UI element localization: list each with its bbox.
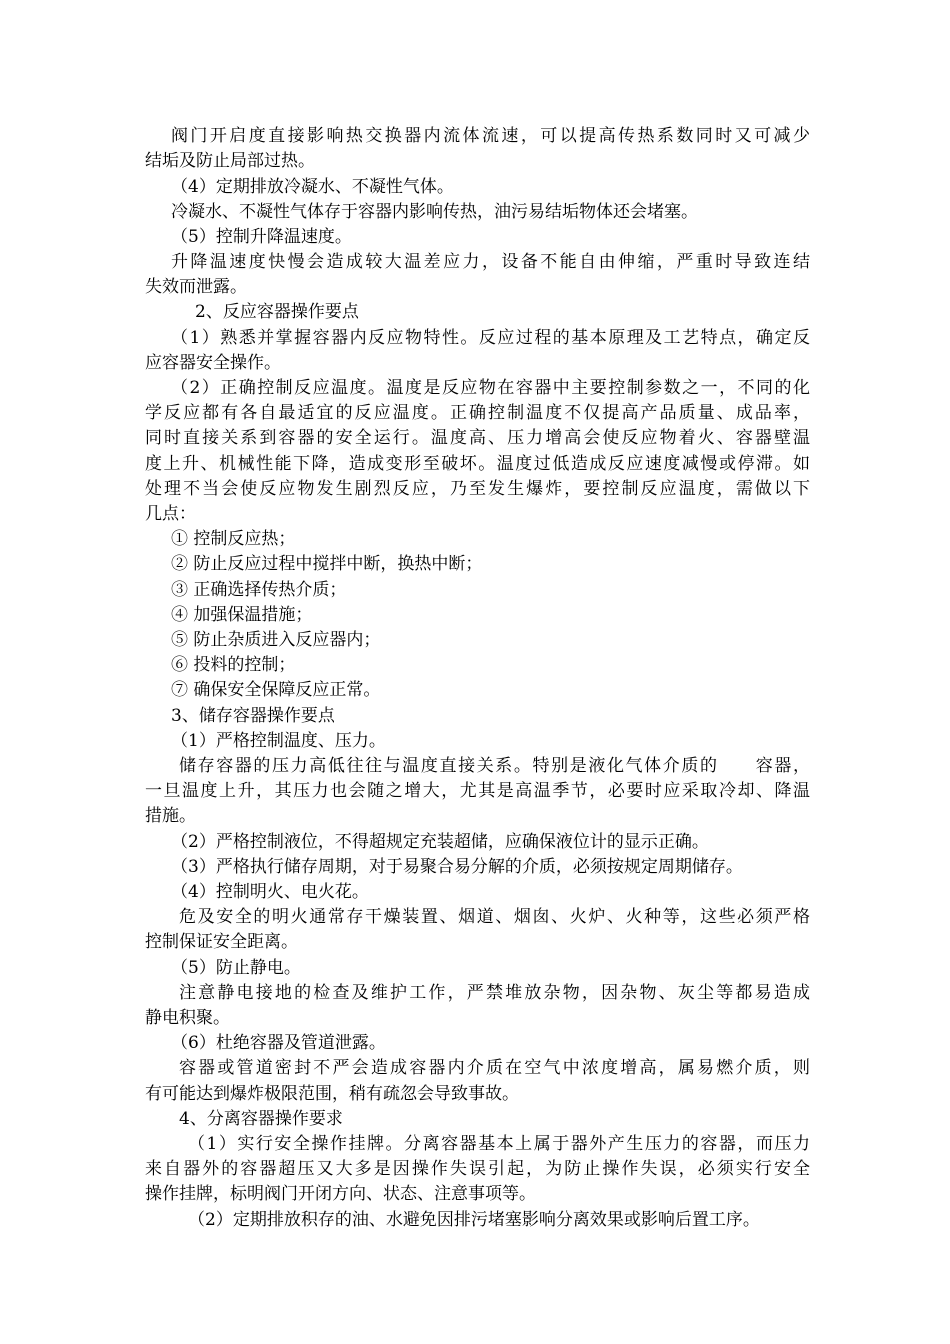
list-item: ⑦ 确保安全保障反应正常。 bbox=[171, 680, 381, 700]
text-line: 措施。 bbox=[145, 806, 196, 826]
text-line: 同时直接关系到容器的安全运行。温度高、压力增高会使反应物着火、容器壁温 bbox=[145, 428, 810, 448]
list-item: ④ 加强保温措施； bbox=[171, 605, 313, 625]
text-line: 冷凝水、不凝性气体存于容器内影响传热，油污易结垢物体还会堵塞。 bbox=[171, 202, 698, 222]
text-line: （5）防止静电。 bbox=[171, 958, 301, 978]
text-line: 学反应都有各自最适宜的反应温度。正确控制温度不仅提高产品质量、成品率， bbox=[145, 403, 810, 423]
text-line: 危及安全的明火通常存干燥装置、烟道、烟囱、火炉、火种等，这些必须严格 bbox=[179, 907, 810, 927]
text-line: 度上升、机械性能下降，造成变形至破坏。温度过低造成反应速度减慢或停滞。如 bbox=[145, 454, 810, 474]
text-line: 来自器外的容器超压又大多是因操作失误引起，为防止操作失误，必须实行安全 bbox=[145, 1159, 810, 1179]
list-item: ② 防止反应过程中搅拌中断，换热中断； bbox=[171, 554, 483, 574]
text-line: 静电积聚。 bbox=[145, 1008, 230, 1028]
text-line: 阀门开启度直接影响热交换器内流体流速，可以提高传热系数同时又可减少 bbox=[171, 126, 810, 146]
text-line: 操作挂牌，标明阀门开闭方向、状态、注意事项等。 bbox=[145, 1184, 536, 1204]
section-heading: 4、分离容器操作要求 bbox=[179, 1109, 343, 1129]
section-heading: 2、反应容器操作要点 bbox=[195, 302, 359, 322]
text-line: （2）严格控制液位，不得超规定充装超储，应确保液位计的显示正确。 bbox=[171, 832, 709, 852]
text-line: 升降温速度快慢会造成较大温差应力，设备不能自由伸缩，严重时导致连结 bbox=[171, 252, 810, 272]
text-line: （1）实行安全操作挂牌。分离容器基本上属于器外产生压力的容器，而压力 bbox=[188, 1134, 810, 1154]
text-line: （4）控制明火、电火花。 bbox=[171, 882, 369, 902]
text-line: 储存容器的压力高低往往与温度直接关系。特别是液化气体介质的 容器， bbox=[179, 756, 810, 776]
text-line: 失效而泄露。 bbox=[145, 277, 247, 297]
text-line: 一旦温度上升，其压力也会随之增大，尤其是高温季节，必要时应采取冷却、降温 bbox=[145, 781, 810, 801]
text-line: 处理不当会使反应物发生剧烈反应，乃至发生爆炸，要控制反应温度，需做以下 bbox=[145, 479, 810, 499]
text-line: 应容器安全操作。 bbox=[145, 353, 281, 373]
section-heading: 3、储存容器操作要点 bbox=[171, 706, 335, 726]
text-line: （2）正确控制反应温度。温度是反应物在容器中主要控制参数之一，不同的化 bbox=[171, 378, 810, 398]
text-line: 几点： bbox=[145, 504, 196, 524]
text-line: 结垢及防止局部过热。 bbox=[145, 151, 315, 171]
text-line: （1）熟悉并掌握容器内反应物特性。反应过程的基本原理及工艺特点，确定反 bbox=[171, 328, 810, 348]
text-line: （4）定期排放冷凝水、不凝性气体。 bbox=[171, 177, 454, 197]
text-line: （6）杜绝容器及管道泄露。 bbox=[171, 1033, 386, 1053]
text-line: （5）控制升降温速度。 bbox=[171, 227, 352, 247]
list-item: ⑤ 防止杂质进入反应器内； bbox=[171, 630, 381, 650]
list-item: ① 控制反应热； bbox=[171, 529, 296, 549]
text-line: 容器或管道密封不严会造成容器内介质在空气中浓度增高，属易燃介质，则 bbox=[179, 1058, 810, 1078]
list-item: ⑥ 投料的控制； bbox=[171, 655, 296, 675]
list-item: ③ 正确选择传热介质； bbox=[171, 580, 347, 600]
text-line: 注意静电接地的检查及维护工作，严禁堆放杂物，因杂物、灰尘等都易造成 bbox=[179, 983, 810, 1003]
text-line: 控制保证安全距离。 bbox=[145, 932, 298, 952]
text-line: （2）定期排放积存的油、水避免因排污堵塞影响分离效果或影响后置工序。 bbox=[188, 1210, 760, 1230]
text-line: 有可能达到爆炸极限范围，稍有疏忽会导致事故。 bbox=[145, 1084, 519, 1104]
text-line: （1）严格控制温度、压力。 bbox=[171, 731, 386, 751]
text-line: （3）严格执行储存周期，对于易聚合易分解的介质，必须按规定周期储存。 bbox=[171, 857, 743, 877]
